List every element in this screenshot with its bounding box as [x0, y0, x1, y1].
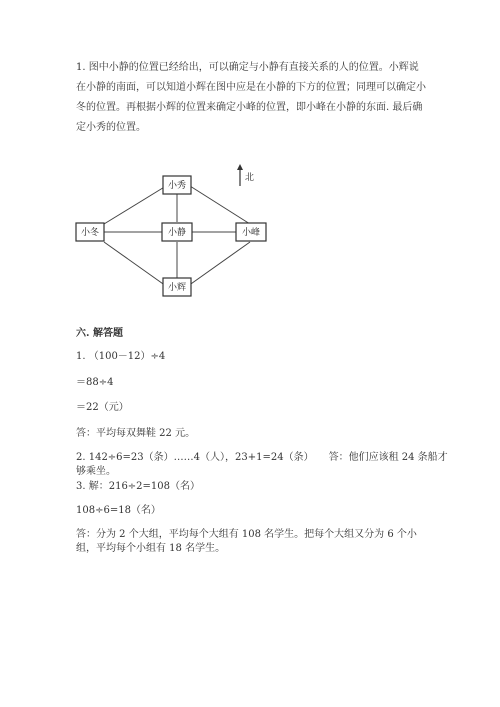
answer1-line3: ＝22（元）: [76, 402, 129, 413]
answer2-line2: 够乘坐。: [76, 466, 116, 477]
node-center-label: 小静: [167, 228, 187, 238]
answer3-line2: 108÷6=18（名）: [76, 505, 161, 516]
line-top-left: [104, 186, 166, 224]
north-label: 北: [245, 173, 255, 183]
intro-paragraph: 1. 图中小静的位置已经给出，可以确定与小静有直接关系的人的位置。小辉说在小静的南面，可以知道小辉在图中应是在小静的下方的位置；同理可以确定小冬的位置。再根据小辉的位置来确定小峰的位置，即小峰在小静的东面. 最后确定小秀的位置。: [76, 62, 426, 133]
section-title: 六. 解答题: [76, 328, 123, 339]
line-bottom-left: [104, 242, 166, 286]
node-bottom-label: 小辉: [167, 283, 187, 293]
line-top-right: [190, 186, 250, 224]
node-left-label: 小冬: [80, 228, 100, 238]
north-arrow-icon: [237, 164, 243, 186]
answer3-line4: 组，平均每个小组有 18 名学生。: [76, 543, 226, 554]
line-bottom-right: [188, 242, 250, 286]
answer1-line2: ＝88÷4: [76, 377, 114, 388]
answer3-line3: 答：分为 2 个大组，平均每个大组有 108 名学生。把每个大组又分为 6 个小: [76, 529, 417, 540]
answer1-line4: 答：平均每双舞鞋 22 元。: [76, 428, 196, 439]
answer3-line1: 3. 解：216÷2=108（名）: [76, 481, 201, 492]
answer2-line1: 2. 142÷6=23（条）……4（人），23+1=24（条） 答：他们应该租 24 条船才: [76, 452, 448, 463]
node-right-label: 小峰: [241, 228, 261, 238]
node-top-label: 小秀: [167, 181, 187, 191]
answer1-line1: 1. （100－12）÷4: [76, 351, 166, 362]
position-diagram: [0, 0, 500, 320]
